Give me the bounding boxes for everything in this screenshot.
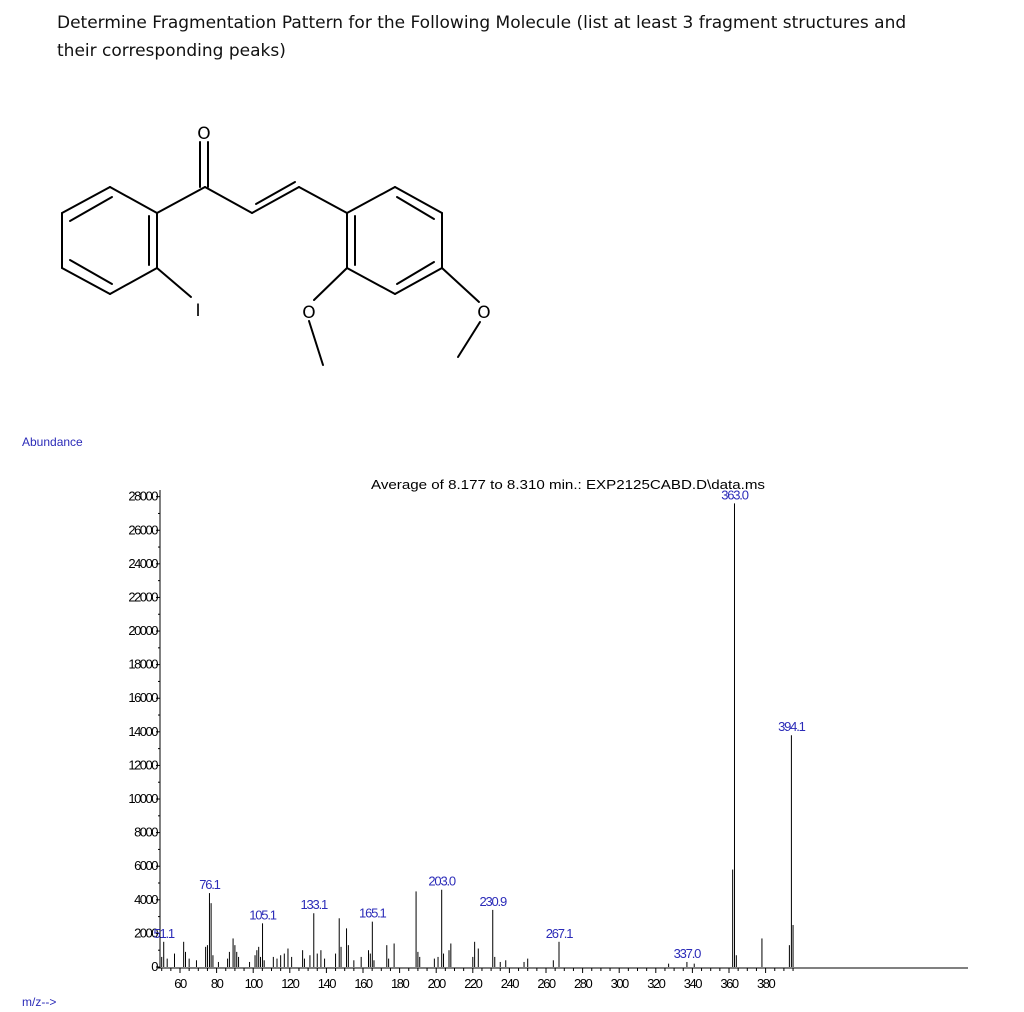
x-tick-label: 260 [537, 976, 555, 991]
y-tick-label: 12000 [128, 757, 157, 773]
x-tick-label: 200 [427, 976, 445, 991]
carbonyl-oxygen-label: O [197, 124, 211, 144]
y-tick-label: 24000 [128, 555, 157, 571]
bond [458, 322, 480, 357]
y-tick-label: 20000 [128, 623, 157, 639]
bond [110, 187, 157, 213]
y-axis-label: Abundance [22, 435, 83, 449]
y-tick-label: 10000 [128, 791, 157, 807]
bond [347, 187, 395, 213]
peak-label: 105.1 [249, 907, 276, 923]
chart-title: Average of 8.177 to 8.310 min.: EXP2125CABD.D\data.ms [371, 477, 766, 492]
x-tick-label: 160 [354, 976, 372, 991]
bond [157, 268, 191, 297]
peak-label: 76.1 [199, 877, 220, 893]
x-tick-label: 220 [464, 976, 482, 991]
peak-label: 133.1 [300, 897, 328, 913]
iodine-label: I [195, 301, 201, 321]
methoxy-oxygen-2-label: O [477, 303, 491, 323]
peak-label: 203.0 [428, 873, 455, 889]
y-tick-label: 28000 [128, 488, 157, 504]
peak-label: 230.9 [479, 893, 507, 909]
x-tick-label: 320 [647, 976, 665, 991]
x-axis-label: m/z--> [22, 995, 57, 1009]
bond [70, 260, 112, 284]
peak-label: 51.1 [153, 925, 174, 941]
x-tick-label: 340 [683, 976, 702, 991]
question-text [57, 9, 957, 65]
bond [205, 187, 252, 213]
mass-spectrum-chart [0, 420, 1024, 1012]
bond [110, 268, 157, 294]
bond [347, 268, 395, 294]
y-tick-label: 0 [151, 959, 157, 974]
y-tick-label: 8000 [134, 824, 157, 840]
bond [62, 268, 110, 294]
x-tick-label: 360 [720, 976, 738, 991]
bond [299, 187, 347, 213]
x-tick-label: 120 [281, 976, 299, 991]
peak-label: 165.1 [359, 905, 386, 921]
y-tick-label: 22000 [128, 589, 157, 605]
bond [442, 268, 479, 302]
y-tick-label: 18000 [128, 656, 157, 672]
x-tick-label: 100 [244, 976, 262, 991]
molecule-structure [0, 110, 560, 380]
peak-label: 363.0 [721, 487, 748, 503]
bond [314, 268, 347, 300]
x-tick-label: 180 [390, 976, 409, 991]
question-line-2: their corresponding peaks) [57, 41, 286, 61]
y-tick-label: 6000 [134, 858, 157, 874]
bond [157, 187, 205, 213]
y-tick-label: 14000 [128, 723, 157, 739]
bond [62, 187, 110, 213]
y-tick-label: 4000 [134, 891, 157, 907]
x-tick-label: 60 [174, 976, 186, 991]
x-tick-label: 240 [500, 976, 519, 991]
bond [397, 197, 434, 219]
x-tick-label: 80 [210, 976, 223, 991]
methoxy-oxygen-1-label: O [302, 303, 316, 323]
x-tick-label: 300 [610, 976, 628, 991]
x-tick-label: 280 [573, 976, 592, 991]
y-tick-label: 2000 [134, 925, 157, 941]
y-tick-label: 16000 [128, 690, 157, 706]
peak-label: 394.1 [778, 719, 805, 735]
x-tick-label: 380 [756, 976, 775, 991]
question-line-1: Determine Fragmentation Pattern for the Following Molecule (list at least 3 fragment structures and [57, 13, 907, 33]
bond [397, 262, 434, 284]
peak-label: 267.1 [545, 925, 573, 941]
bond [252, 187, 299, 213]
y-tick-label: 26000 [128, 522, 157, 538]
peak-label: 337.0 [673, 945, 701, 961]
bond [70, 197, 112, 221]
x-tick-label: 140 [317, 976, 336, 991]
bond [309, 321, 323, 365]
